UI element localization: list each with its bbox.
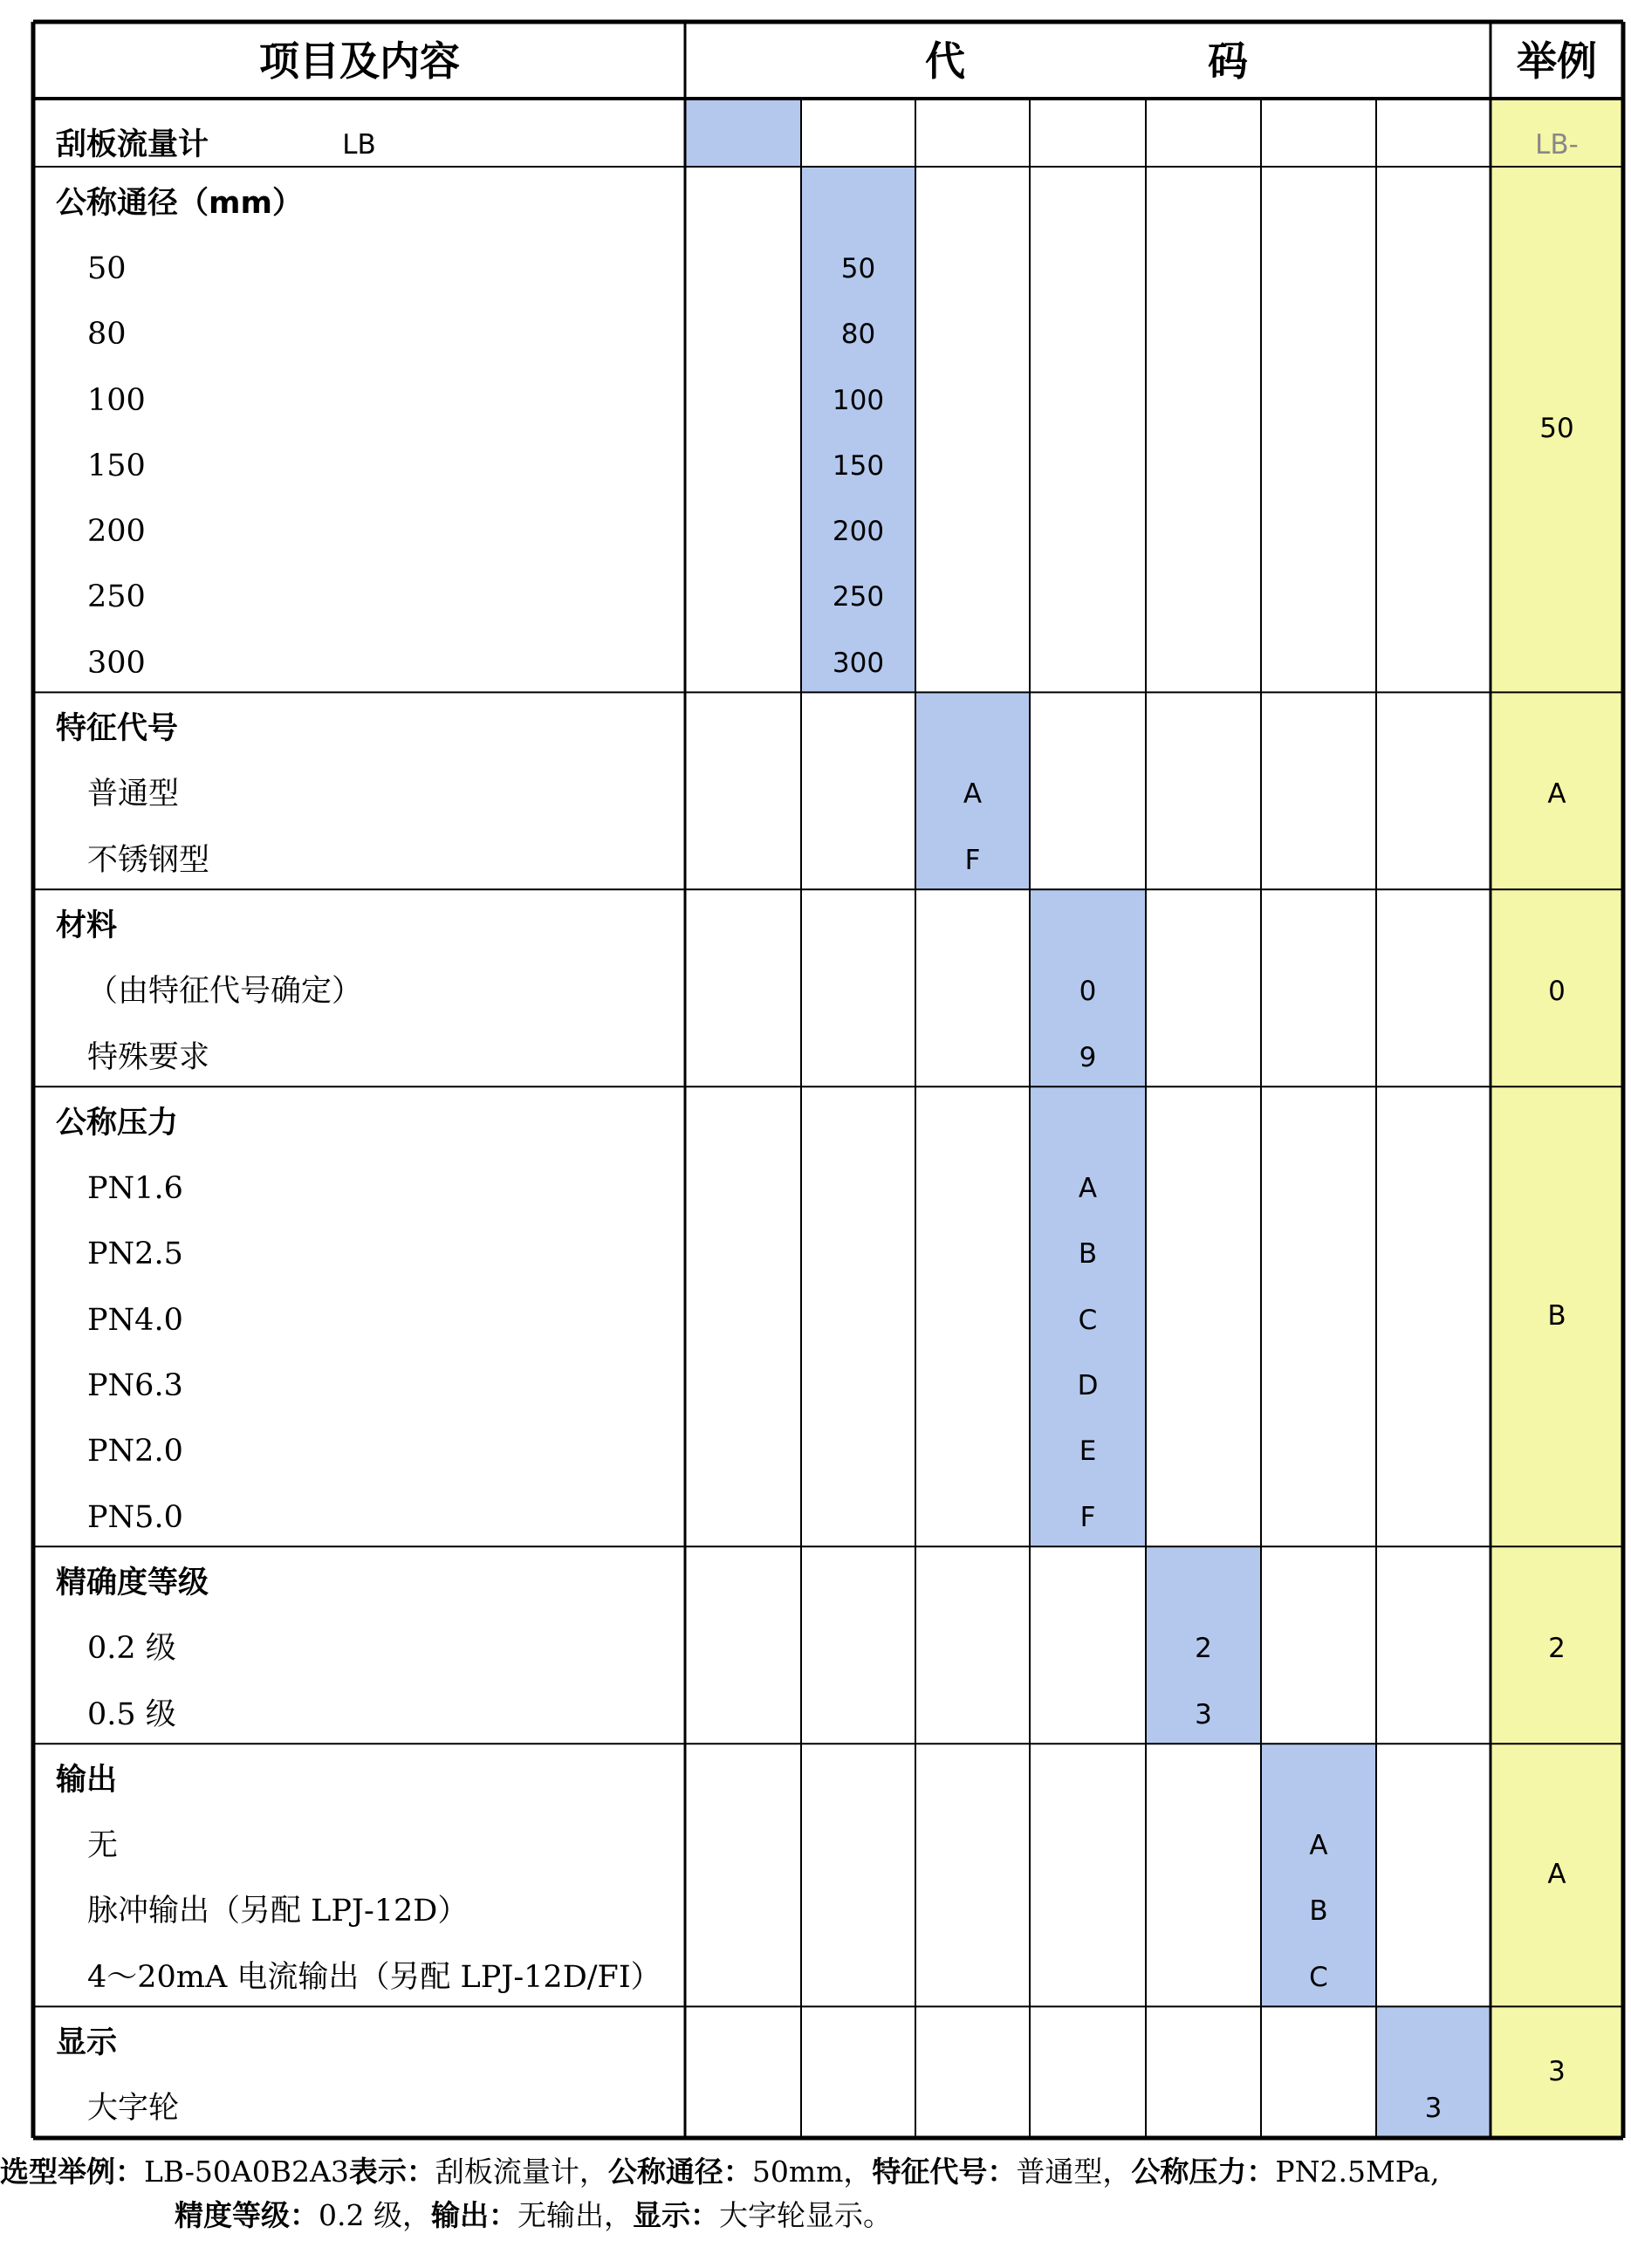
- option-code: 250: [832, 581, 885, 613]
- option-code: 100: [832, 384, 885, 416]
- option-code: 9: [1079, 1041, 1097, 1073]
- footer-fragment: 表示：: [348, 2155, 435, 2189]
- footer-fragment: PN2.5MPa,: [1275, 2155, 1440, 2189]
- option-code: E: [1079, 1435, 1097, 1468]
- option-code: C: [1309, 1961, 1328, 1993]
- option-code: 300: [832, 647, 885, 679]
- prefix-code: LB: [342, 129, 376, 161]
- footer-line-2: [175, 2198, 892, 2232]
- prefix-code-highlight: [685, 99, 801, 167]
- footer-fragment: LB-50A0B2A3: [144, 2155, 349, 2189]
- prefix-label: 刮板流量计: [56, 127, 209, 162]
- option-label: 普通型: [87, 777, 180, 812]
- option-label: 300: [87, 645, 146, 681]
- footer-fragment: 无输出，: [517, 2198, 633, 2232]
- option-code: B: [1078, 1238, 1098, 1271]
- option-label: 50: [87, 250, 127, 286]
- section-title: 显示: [56, 2025, 118, 2061]
- footer-fragment: 50mm，: [751, 2155, 873, 2189]
- option-label: 不锈钢型: [87, 842, 210, 878]
- option-code: 0: [1079, 976, 1097, 1008]
- option-label: PN2.0: [87, 1434, 183, 1470]
- section-example: A: [1547, 1858, 1566, 1890]
- option-code: A: [963, 778, 983, 811]
- option-code: A: [1078, 1173, 1098, 1205]
- option-code: F: [964, 844, 981, 876]
- option-label: 特殊要求: [87, 1039, 210, 1075]
- section-title: 材料: [56, 908, 118, 943]
- footer-fragment: 公称压力：: [1131, 2155, 1276, 2189]
- footer-fragment: 刮板流量计，: [435, 2155, 608, 2189]
- section-title: 输出: [56, 1762, 118, 1798]
- option-label: PN5.0: [87, 1499, 183, 1535]
- option-label: 200: [87, 514, 146, 550]
- header-example-label: 举例: [1517, 38, 1597, 85]
- footer-fragment: 特征代号：: [872, 2155, 1017, 2189]
- option-code: C: [1078, 1304, 1098, 1336]
- footer-fragment: 输出：: [430, 2198, 517, 2232]
- section-code-highlight: [801, 167, 915, 692]
- option-label: 80: [87, 317, 127, 353]
- section-example: 0: [1548, 976, 1566, 1008]
- footer-line-1: [0, 2155, 1440, 2189]
- option-label: 100: [87, 382, 146, 418]
- section-example: 2: [1548, 1633, 1566, 1665]
- option-label: 4～20mA 电流输出（另配 LPJ-12D/FI）: [87, 1959, 661, 1995]
- option-code: 3: [1195, 1698, 1212, 1730]
- footer-fragment: 0.2 级，: [319, 2198, 431, 2232]
- example-column-bg: [1491, 99, 1623, 2138]
- option-label: 0.5 级: [87, 1696, 176, 1732]
- prefix-example: LB-: [1535, 129, 1579, 161]
- option-code: 3: [1424, 2093, 1443, 2125]
- option-label: （由特征代号确定）: [87, 974, 363, 1010]
- option-code: 50: [840, 252, 876, 284]
- option-label: 250: [87, 579, 146, 615]
- section-title: 特征代号: [56, 711, 179, 747]
- footer-fragment: 精度等级：: [175, 2198, 319, 2232]
- header-code-label: 码: [1208, 38, 1248, 85]
- option-code: D: [1077, 1370, 1099, 1402]
- option-code: A: [1309, 1830, 1328, 1862]
- option-code: F: [1079, 1501, 1096, 1533]
- footer-fragment: 显示：: [632, 2198, 719, 2232]
- option-code: 80: [840, 319, 876, 351]
- option-label: 脉冲输出（另配 LPJ-12D）: [87, 1894, 469, 1929]
- footer-fragment: 大字轮显示。: [718, 2198, 892, 2232]
- section-example: 50: [1539, 413, 1574, 445]
- section-title: 公称压力: [56, 1105, 179, 1141]
- option-code: 150: [832, 449, 885, 482]
- option-label: PN1.6: [87, 1171, 183, 1207]
- section-title: 精确度等级: [56, 1565, 209, 1600]
- header-item-label: 项目及内容: [259, 38, 460, 85]
- option-code: B: [1309, 1895, 1328, 1928]
- option-label: PN2.5: [87, 1237, 183, 1272]
- option-label: 150: [87, 448, 146, 483]
- option-label: PN4.0: [87, 1302, 183, 1338]
- section-example: A: [1547, 778, 1566, 811]
- option-label: 大字轮: [87, 2091, 180, 2127]
- section-example: 3: [1548, 2055, 1566, 2087]
- section-example: B: [1547, 1299, 1566, 1332]
- option-label: PN6.3: [87, 1368, 183, 1404]
- option-label: 无: [87, 1828, 119, 1864]
- footer-fragment: 公称通径：: [607, 2155, 752, 2189]
- header-code-label: 代: [925, 38, 965, 85]
- option-code: 2: [1195, 1633, 1212, 1665]
- footer-fragment: 普通型，: [1016, 2155, 1132, 2189]
- option-label: 0.2 级: [87, 1631, 176, 1667]
- option-code: 200: [832, 516, 885, 548]
- footer-fragment: 选型举例：: [0, 2155, 144, 2189]
- section-title: 公称通径（mm）: [56, 185, 303, 221]
